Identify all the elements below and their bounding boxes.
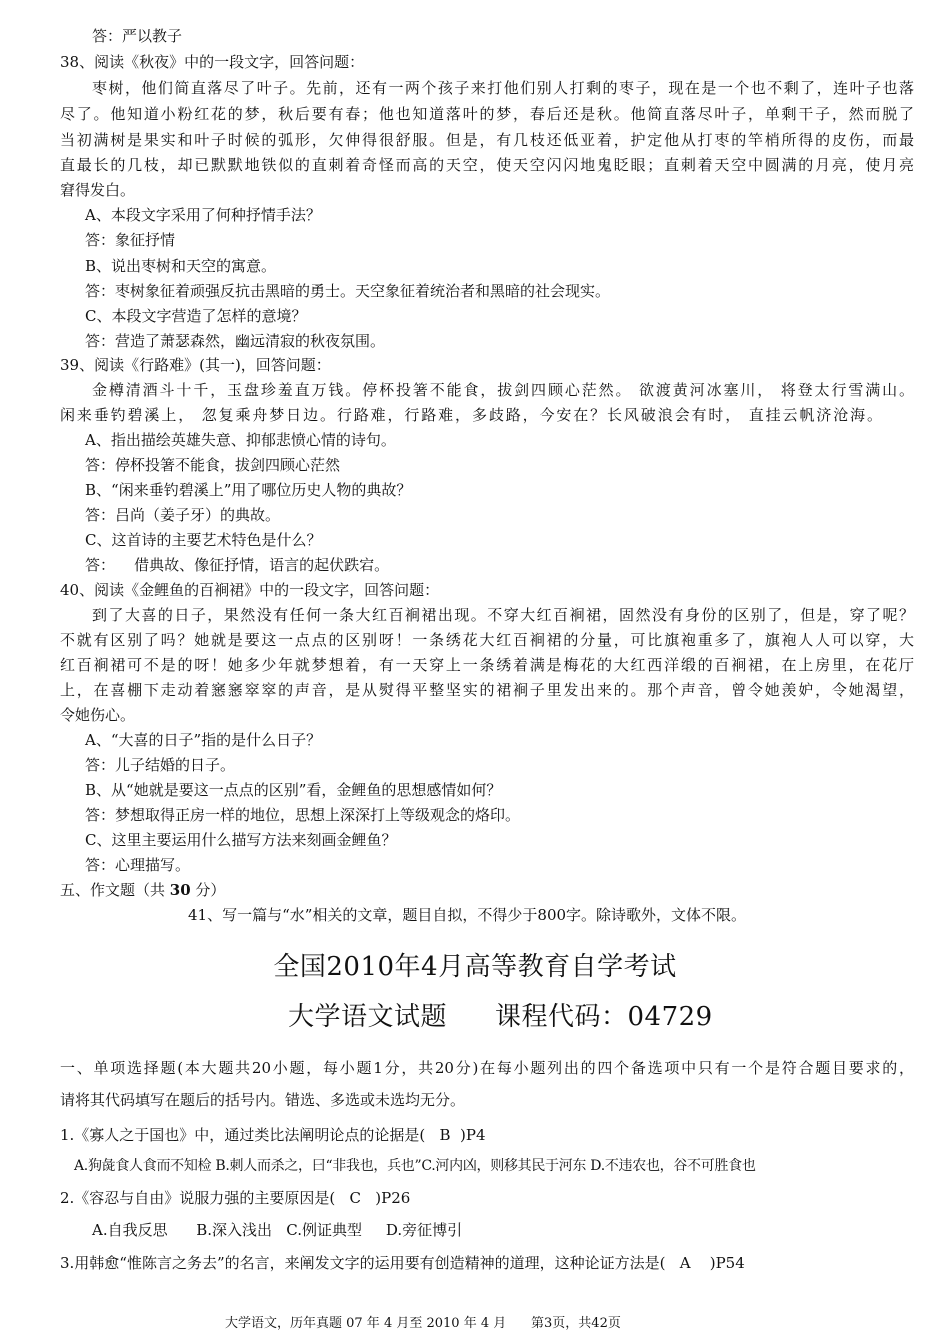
q40-passage-line: 到了大喜的日子，果然没有任何一条大红百裥裙出现。不穿大红百裥裙，固然没有身份的区别了，但是，穿了呢？: [92, 606, 914, 624]
question-40-intro: 40、阅读《金鲤鱼的百裥裙》中的一段文字，回答问题：: [60, 581, 440, 599]
q38-subquestion-c: C、本段文字营造了怎样的意境？: [85, 307, 307, 325]
q40-passage-line: 上，在喜棚下走动着窸窸窣窣的声音，是从熨得平整坚实的裙裥子里发出来的。那个声音，曾令她羡妒，令她渴望，: [60, 681, 914, 699]
q38-answer-c: 答：营造了萧瑟森然，幽远清寂的秋夜氛围。: [85, 332, 386, 350]
q38-passage-line: 当初满树是果实和叶子时候的弧形，欠伸得很舒服。但是，有几枝还低亚着，护定他从打枣的竿梢所得的皮伤，而最: [60, 131, 914, 149]
exam-subtitle: 大学语文试题: [288, 1002, 448, 1032]
q40-subquestion-c: C、这里主要运用什么描写方法来刻画金鲤鱼？: [85, 831, 397, 849]
exam-title: 全国2010年4月高等教育自学考试: [273, 952, 677, 982]
q38-subquestion-b: B、说出枣树和天空的寓意。: [85, 257, 277, 275]
instructions-line: 一、单项选择题(本大题共20小题，每小题1分，共20分)在每小题列出的四个备选项中只有一个是符合题目要求的，: [60, 1059, 914, 1077]
question-38-intro: 38、阅读《秋夜》中的一段文字，回答问题：: [60, 53, 365, 71]
question-39-intro: 39、阅读《行路难》(其一)，回答问题：: [60, 356, 331, 374]
q39-answer-b: 答：吕尚（姜子牙）的典故。: [85, 506, 281, 524]
q40-passage-line: 不就有区别了吗？她就是要这一点点的区别呀！一条绣花大红百裥裙的分量，可比旗袍重多了，旗袍人人可以穿，大: [60, 631, 914, 649]
section-5-prefix: 五、作文题（共: [60, 881, 170, 899]
section-5-points: 30: [169, 881, 191, 899]
mc-question-1: 1.《寡人之于国也》中，通过类比法阐明论点的论据是( B )P4: [60, 1126, 486, 1144]
q38-answer-b: 答：枣树象征着顽强反抗击黑暗的勇士。天空象征着统治者和黑暗的社会现实。: [85, 282, 611, 300]
q39-subquestion-c: C、这首诗的主要艺术特色是什么？: [85, 531, 322, 549]
q39-poem-line: 金樽清酒斗十千，玉盘珍羞直万钱。停杯投箸不能食，拔剑四顾心茫然。 欲渡黄河冰塞川， 将登太行雪满山。: [92, 381, 914, 399]
answer-37: 答：严以教子: [92, 27, 183, 45]
page-footer: 大学语文，历年真题 07 年 4 月至 2010 年 4 月 第3页，共42页: [225, 1316, 621, 1331]
mc-question-3: 3.用韩愈“惟陈言之务去”的名言，来阐发文字的运用要有创造精神的道理，这种论证方法是( A )P54: [60, 1254, 745, 1272]
q38-passage-line: 枣树，他们简直落尽了叶子。先前，还有一两个孩子来打他们别人打剩的枣子，现在是一个也不剩了，连叶子也落: [92, 79, 914, 97]
course-code: 课程代码：04729: [495, 1002, 713, 1032]
q39-answer-c: 答： 借典故、像征抒情，语言的起伏跌宕。: [85, 556, 390, 574]
q40-answer-c: 答：心理描写。: [85, 856, 191, 874]
q39-answer-a: 答：停杯投箸不能食，拔剑四顾心茫然: [85, 456, 341, 474]
q38-answer-a: 答：象征抒情: [85, 231, 176, 249]
q40-subquestion-a: A、“大喜的日子”指的是什么日子？: [85, 731, 322, 749]
q39-subquestion-b: B、“闲来垂钓碧溪上”用了哪位历史人物的典故？: [85, 481, 412, 499]
section-5-heading: [60, 880, 225, 900]
q38-passage-line: 尽了。他知道小粉红花的梦，秋后要有春；他也知道落叶的梦，春后还是秋。他简直落尽叶子，单剩干子，然而脱了: [60, 105, 914, 123]
q38-subquestion-a: A、本段文字采用了何种抒情手法？: [85, 206, 321, 224]
q40-subquestion-b: B、从“她就是要这一点点的区别”看，金鲤鱼的思想感情如何？: [85, 781, 502, 799]
q40-passage-line: 红百裥裙可不是的呀！她多少年就梦想着，有一天穿上一条绣着满是梅花的大红西洋缎的百裥裙，在上房里，在花厅: [60, 656, 914, 674]
q38-passage-line: 直最长的几枝，却已默默地铁似的直刺着奇怪而高的天空，使天空闪闪地鬼眨眼；直刺着天空中圆满的月亮，使月亮: [60, 156, 914, 174]
q40-answer-b: 答：梦想取得正房一样的地位，思想上深深打上等级观念的烙印。: [85, 806, 521, 824]
instructions-line: 请将其代码填写在题后的括号内。错选、多选或未选均无分。: [60, 1091, 466, 1109]
question-41: 41、写一篇与“水”相关的文章，题目自拟，不得少于800字。除诗歌外，文体不限。: [188, 906, 747, 924]
q38-passage-line: 窘得发白。: [60, 181, 136, 199]
q39-poem-line: 闲来垂钓碧溪上， 忽复乘舟梦日边。行路难，行路难，多歧路，今安在？长风破浪会有时， 直挂云帆济沧海。: [60, 406, 882, 424]
mc-question-2: 2.《容忍与自由》说服力强的主要原因是( C )P26: [60, 1189, 411, 1207]
q39-subquestion-a: A、指出描绘英雄失意、抑郁悲愤心情的诗句。: [85, 431, 396, 449]
section-5-suffix: 分）: [190, 881, 226, 899]
q40-answer-a: 答：儿子结婚的日子。: [85, 756, 236, 774]
q40-passage-line: 令她伤心。: [60, 706, 136, 724]
mc-question-2-options: A.自我反思 B.深入浅出 C.例证典型 D.旁征博引: [92, 1221, 463, 1239]
mc-question-1-options: A.狗彘食人食而不知检 B.刺人而杀之，曰“非我也，兵也”C.河内凶，则移其民于河东 D.不违农也，谷不可胜食也: [74, 1158, 756, 1174]
